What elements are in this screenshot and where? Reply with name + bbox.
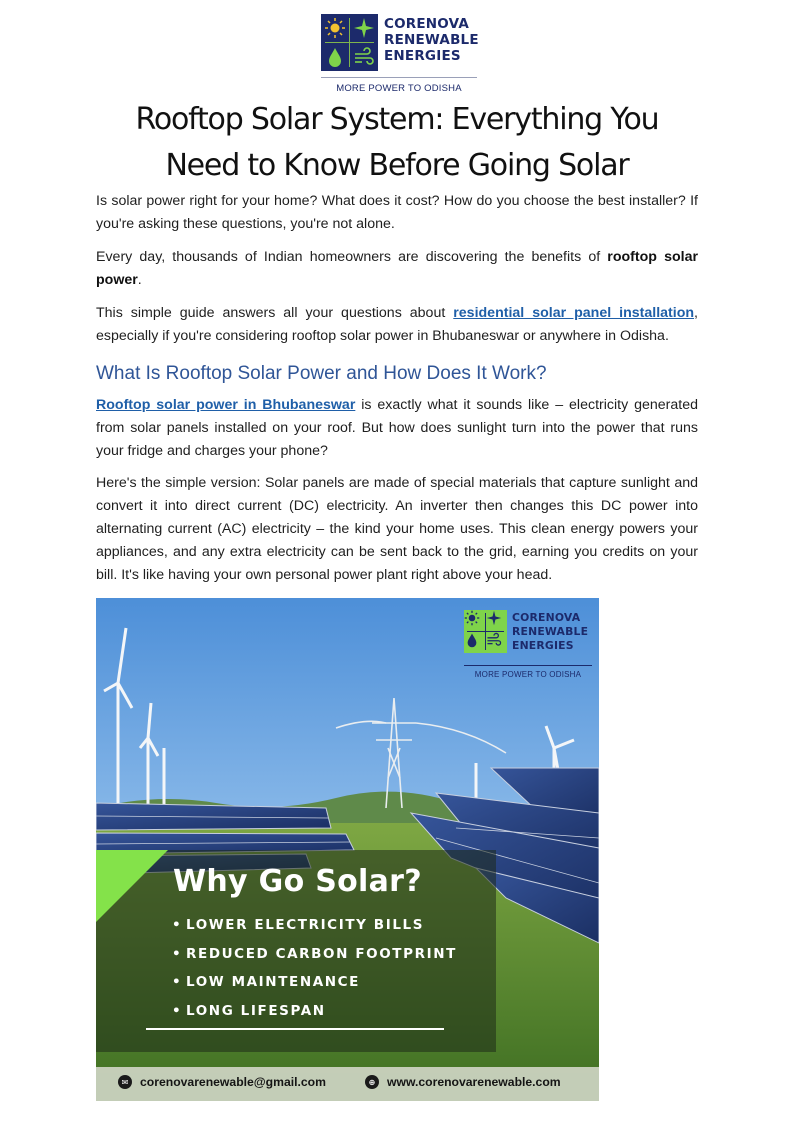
- banner-logo-mark: [464, 610, 507, 653]
- page-title: Rooftop Solar System: Everything You Need to Know Before Going Solar: [135, 102, 659, 183]
- logo-mark: [321, 14, 378, 71]
- benefit-item: • REDUCED CARBON FOOTPRINT: [172, 945, 457, 962]
- water-drop-icon: [321, 43, 348, 70]
- sparkle-icon: [486, 610, 506, 630]
- contact-bar: [96, 1067, 599, 1101]
- logo-tagline: MORE POWER TO ODISHA: [336, 83, 462, 94]
- sun-icon: [321, 14, 348, 41]
- banner-divider: [146, 1028, 444, 1030]
- definition-paragraph: Rooftop solar power in Bhubaneswar is exactly what it sounds like – electricity generated from solar panels installed on your roof. But how does sunlight turn into the power that runs your fridge and charges your phone?: [96, 397, 698, 459]
- banner-logo-wordmark: CORENOVA RENEWABLE ENERGIES: [512, 611, 589, 652]
- benefits-paragraph: Every day, thousands of Indian homeowners are discovering the benefits of rooftop solar power.: [96, 249, 698, 288]
- logo-wordmark: CORENOVA RENEWABLE ENERGIES: [384, 16, 479, 64]
- how-it-works-paragraph: Here's the simple version: Solar panels are made of special materials that capture sunlight and convert it into direct current (DC) electricity. An inverter then changes this DC power into alternating current (AC) electricity – the kind your home uses. This clean energy powers your appliances, and any extra electricity can be sent back to the grid, earning you credits on your bill. It's like having your own personal power plant right above your head.: [96, 475, 698, 583]
- website-contact[interactable]: [365, 1075, 561, 1089]
- water-drop-icon: [464, 632, 484, 652]
- website-text: www.corenovarenewable.com: [387, 1075, 561, 1089]
- benefits-list: [172, 914, 457, 1028]
- benefit-item: • LOWER ELECTRICITY BILLS: [172, 917, 425, 933]
- logo-divider: [321, 77, 477, 78]
- email-contact[interactable]: [118, 1075, 326, 1089]
- benefit-item: • LOW MAINTENANCE: [172, 974, 360, 990]
- email-text: corenovarenewable@gmail.com: [140, 1075, 326, 1089]
- wind-icon: [486, 632, 506, 652]
- sun-icon: [464, 610, 484, 630]
- section-heading: What Is Rooftop Solar Power and How Does It Work?: [96, 363, 547, 384]
- banner-logo-divider: [464, 665, 592, 666]
- globe-icon: ⊕: [365, 1075, 379, 1089]
- mail-icon: ✉: [118, 1075, 132, 1089]
- why-go-solar-banner: [96, 598, 599, 1101]
- sparkle-icon: [350, 14, 377, 41]
- wind-icon: [350, 43, 377, 70]
- benefit-item: • LONG LIFESPAN: [172, 1002, 326, 1019]
- intro-paragraph: Is solar power right for your home? What does it cost? How do you choose the best installer? If you're asking these questions, you're not alone.: [96, 193, 698, 232]
- residential-installation-link[interactable]: residential solar panel installation: [453, 305, 695, 321]
- rooftop-bhubaneswar-link[interactable]: Rooftop solar power in Bhubaneswar: [96, 397, 356, 413]
- banner-logo-tagline: MORE POWER TO ODISHA: [474, 670, 582, 679]
- guide-paragraph: This simple guide answers all your questions about residential solar panel installation, especially if you're considering rooftop solar power in Bhubaneswar or anywhere in Odisha.: [96, 305, 698, 344]
- banner-title: Why Go Solar?: [173, 864, 422, 899]
